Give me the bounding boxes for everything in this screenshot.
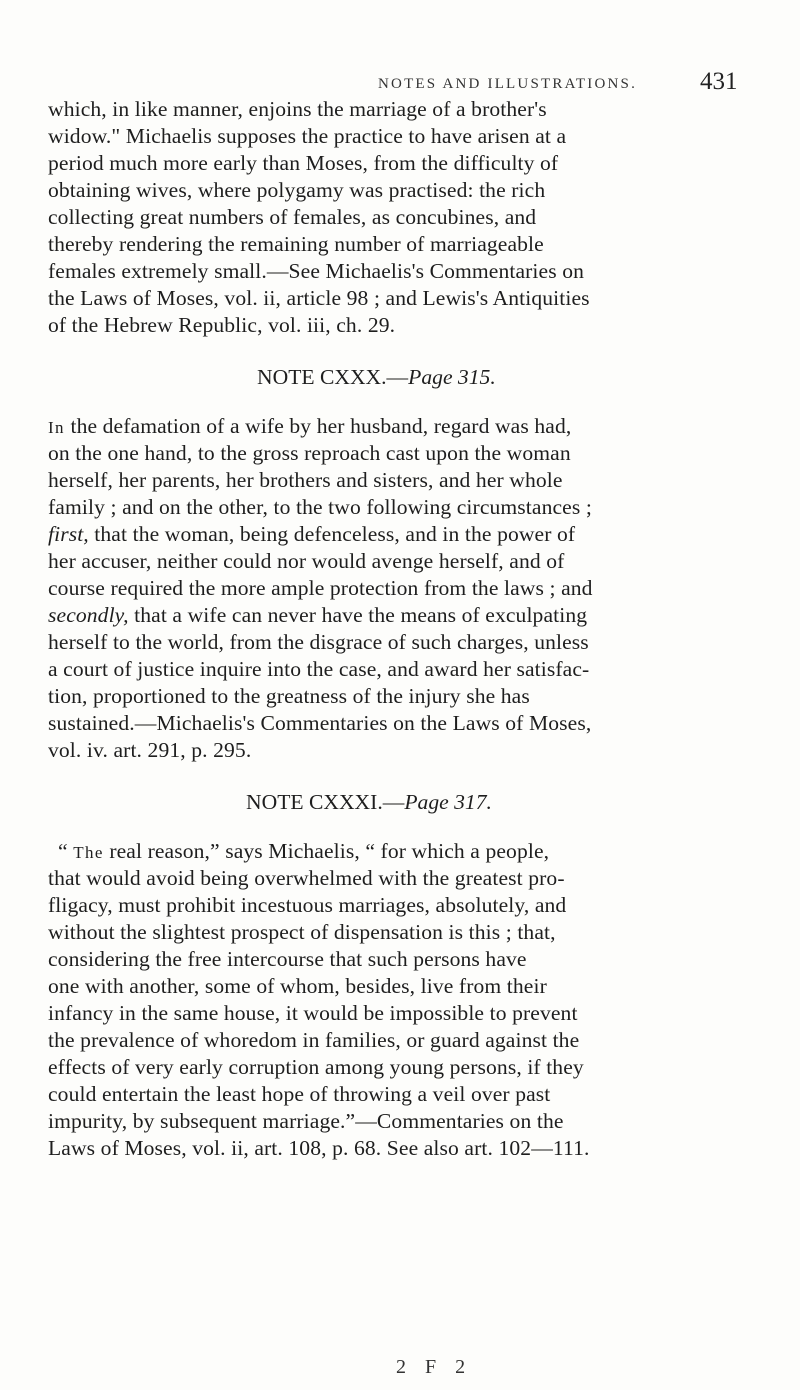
text-line: that would avoid being overwhelmed with the greatest pro- (48, 866, 565, 890)
text-line: could entertain the least hope of throwing a veil over past (48, 1082, 551, 1106)
note-heading (246, 789, 492, 815)
text-line: infancy in the same house, it would be impossible to prevent (48, 1001, 578, 1025)
note-title: NOTE CXXXI.— (246, 790, 405, 814)
text-line: which, in like manner, enjoins the marriage of a brother's (48, 97, 547, 121)
text-line: females extremely small.—See Michaelis's Commentaries on (48, 259, 584, 283)
lead-word: In (48, 418, 65, 437)
italic-word: first, (48, 522, 89, 546)
text-line: sustained.—Michaelis's Commentaries on the Laws of Moses, (48, 711, 592, 735)
signature-mark: 2 F 2 (396, 1356, 473, 1378)
text-line: collecting great numbers of females, as concubines, and (48, 205, 537, 229)
italic-word: secondly, (48, 603, 129, 627)
text-line: In the defamation of a wife by her husband, regard was had, (48, 414, 572, 438)
running-head: NOTES AND ILLUSTRATIONS. (378, 76, 638, 92)
text-line: herself to the world, from the disgrace of such charges, unless (48, 630, 589, 654)
text-line: one with another, some of whom, besides, live from their (48, 974, 547, 998)
text-line: thereby rendering the remaining number of marriageable (48, 232, 544, 256)
text-line: vol. iv. art. 291, p. 295. (48, 738, 252, 762)
text-line: on the one hand, to the gross reproach cast upon the woman (48, 441, 571, 465)
text-line: first, that the woman, being defenceless, and in the power of (48, 522, 576, 546)
text-line: her accuser, neither could nor would avenge herself, and of (48, 549, 565, 573)
text-line: fligacy, must prohibit incestuous marriages, absolutely, and (48, 893, 567, 917)
note-heading (257, 364, 496, 390)
note-page-ref: Page 317. (404, 790, 492, 814)
text-line: impurity, by subsequent marriage.”—Commentaries on the (48, 1109, 564, 1133)
text-line: “ The real reason,” says Michaelis, “ for which a people, (58, 839, 550, 863)
text-line: considering the free intercourse that such persons have (48, 947, 527, 971)
page-number: 431 (700, 68, 738, 95)
text-line: the Laws of Moses, vol. ii, article 98 ; and Lewis's Antiquities (48, 286, 590, 310)
lead-word: The (73, 843, 104, 862)
text-line: period much more early than Moses, from the difficulty of (48, 151, 559, 175)
text-line: a court of justice inquire into the case, and award her satisfac- (48, 657, 590, 681)
text-line: herself, her parents, her brothers and sisters, and her whole (48, 468, 563, 492)
text-line: without the slightest prospect of dispensation is this ; that, (48, 920, 556, 944)
text-line: the prevalence of whoredom in families, or guard against the (48, 1028, 580, 1052)
text-line: widow." Michaelis supposes the practice to have arisen at a (48, 124, 567, 148)
note-title: NOTE CXXX.— (257, 365, 409, 389)
text-line: family ; and on the other, to the two following circumstances ; (48, 495, 592, 519)
text-line: tion, proportioned to the greatness of the injury she has (48, 684, 530, 708)
text-line: obtaining wives, where polygamy was practised: the rich (48, 178, 546, 202)
text-line: effects of very early corruption among young persons, if they (48, 1055, 584, 1079)
text-line: Laws of Moses, vol. ii, art. 108, p. 68. See also art. 102—111. (48, 1136, 590, 1160)
text-line: course required the more ample protection from the laws ; and (48, 576, 593, 600)
note-page-ref: Page 315. (408, 365, 496, 389)
text-line: secondly, that a wife can never have the means of exculpating (48, 603, 588, 627)
text-line: of the Hebrew Republic, vol. iii, ch. 29. (48, 313, 396, 337)
